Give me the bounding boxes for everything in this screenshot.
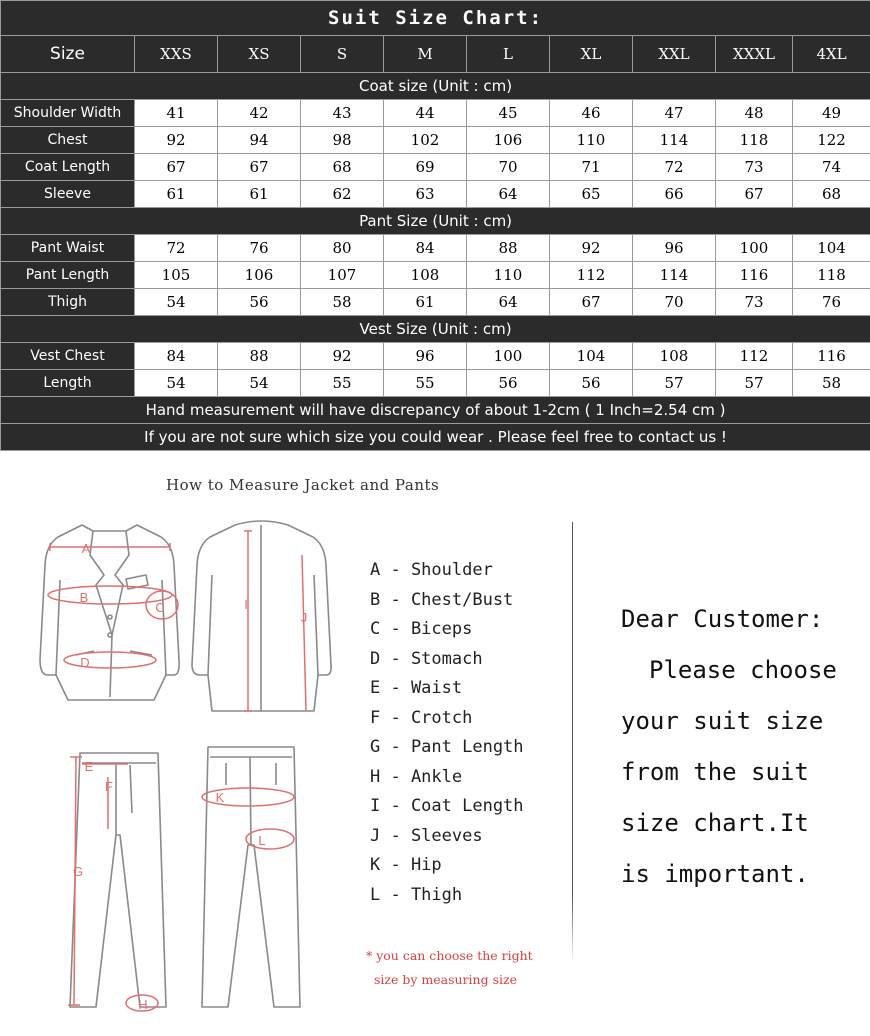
measurement-cell: 66 <box>633 181 716 208</box>
measurement-cell: 92 <box>135 127 218 154</box>
size-col-header: L <box>467 36 550 73</box>
measurement-cell: 80 <box>301 235 384 262</box>
measurement-cell: 55 <box>384 370 467 397</box>
row-label: Pant Waist <box>1 235 135 262</box>
measurement-cell: 65 <box>550 181 633 208</box>
measurement-cell: 48 <box>716 100 793 127</box>
marker-i: I <box>244 597 248 612</box>
legend-item: G - Pant Length <box>370 737 524 757</box>
measurement-row <box>1 370 870 397</box>
measurement-cell: 67 <box>550 289 633 316</box>
measurement-cell: 68 <box>301 154 384 181</box>
dear-line: is important. <box>621 860 809 888</box>
measurement-cell: 73 <box>716 154 793 181</box>
measurement-row <box>1 127 870 154</box>
note-row-text: Hand measurement will have discrepancy of about 1-2cm ( 1 Inch=2.54 cm ) <box>1 397 870 424</box>
measurement-cell: 73 <box>716 289 793 316</box>
marker-a: A <box>81 541 91 556</box>
size-col-header: XS <box>218 36 301 73</box>
marker-k: K <box>215 790 225 805</box>
legend-item: H - Ankle <box>370 766 463 787</box>
row-label: Pant Length <box>1 262 135 289</box>
chart-title <box>1 1 870 36</box>
legend-item: K - Hip <box>370 855 442 875</box>
size-col-header: XXL <box>633 36 716 73</box>
measurement-cell: 45 <box>467 100 550 127</box>
measurement-cell: 56 <box>218 289 301 316</box>
size-col-header: M <box>384 36 467 73</box>
dear-line: your suit size <box>621 707 824 735</box>
marker-g: G <box>72 864 84 879</box>
measurement-cell: 43 <box>301 100 384 127</box>
measurement-cell: 110 <box>467 262 550 289</box>
measurement-row <box>1 262 870 289</box>
dear-line: Please choose <box>649 656 837 684</box>
note-row-text: If you are not sure which size you could wear . Please feel free to contact us ! <box>1 424 870 451</box>
measure-title: How to Measure Jacket and Pants <box>166 476 440 494</box>
legend-item: D - Stomach <box>370 648 483 669</box>
dear-line: size chart.It <box>621 809 809 837</box>
size-chart-table <box>0 0 870 451</box>
measurement-cell: 72 <box>633 154 716 181</box>
measurement-cell: 92 <box>550 235 633 262</box>
measurement-cell: 116 <box>793 343 870 370</box>
measurement-cell: 94 <box>218 127 301 154</box>
measurement-cell: 112 <box>550 262 633 289</box>
measurement-cell: 67 <box>135 154 218 181</box>
note-row <box>1 424 870 451</box>
measurement-cell: 72 <box>135 235 218 262</box>
note-row <box>1 397 870 424</box>
measurement-cell: 41 <box>135 100 218 127</box>
measurement-cell: 70 <box>467 154 550 181</box>
measurement-cell: 112 <box>716 343 793 370</box>
measurement-cell: 67 <box>218 154 301 181</box>
measurement-cell: 54 <box>135 370 218 397</box>
measurement-cell: 84 <box>384 235 467 262</box>
dear-line: from the suit <box>621 758 809 786</box>
size-col-header: XXXL <box>716 36 793 73</box>
measurement-cell: 108 <box>633 343 716 370</box>
dear-line: Dear Customer: <box>621 605 824 633</box>
measurement-cell: 100 <box>716 235 793 262</box>
suit-measurement-illustration <box>30 515 340 1020</box>
measurement-cell: 116 <box>716 262 793 289</box>
marker-c: C <box>155 600 165 615</box>
marker-h: H <box>138 997 148 1012</box>
measurement-cell: 61 <box>384 289 467 316</box>
measurement-cell: 102 <box>384 127 467 154</box>
measurement-cell: 118 <box>793 262 870 289</box>
measurement-cell: 76 <box>218 235 301 262</box>
measurement-cell: 104 <box>550 343 633 370</box>
measurement-cell: 74 <box>793 154 870 181</box>
section-title <box>1 73 870 100</box>
measurement-cell: 110 <box>550 127 633 154</box>
measurement-cell: 57 <box>716 370 793 397</box>
marker-l: L <box>258 833 266 848</box>
legend-item: I - Coat Length <box>370 796 524 816</box>
measurement-cell: 104 <box>793 235 870 262</box>
marker-b: B <box>79 590 89 605</box>
measurement-cell: 56 <box>467 370 550 397</box>
section-title <box>1 208 870 235</box>
measurement-row <box>1 154 870 181</box>
size-col-header: XL <box>550 36 633 73</box>
measurement-cell: 106 <box>467 127 550 154</box>
measurement-cell: 122 <box>793 127 870 154</box>
section-title-text: Vest Size (Unit : cm) <box>1 316 870 343</box>
measurement-cell: 67 <box>716 181 793 208</box>
measurement-cell: 70 <box>633 289 716 316</box>
row-label: Length <box>1 370 135 397</box>
marker-e: E <box>84 759 94 774</box>
measurement-cell: 84 <box>135 343 218 370</box>
measurement-row <box>1 100 870 127</box>
measurement-cell: 64 <box>467 181 550 208</box>
measurement-cell: 57 <box>633 370 716 397</box>
row-label: Chest <box>1 127 135 154</box>
measurement-cell: 42 <box>218 100 301 127</box>
legend-item: B - Chest/Bust <box>370 589 514 610</box>
footnote-line: size by measuring size <box>374 972 517 987</box>
legend-item: A - Shoulder <box>370 560 493 580</box>
section-title <box>1 316 870 343</box>
measurement-cell: 106 <box>218 262 301 289</box>
measurement-cell: 61 <box>218 181 301 208</box>
measurement-cell: 107 <box>301 262 384 289</box>
row-label: Sleeve <box>1 181 135 208</box>
dear-customer-note <box>621 594 837 900</box>
legend-item: C - Biceps <box>370 619 473 639</box>
measurement-cell: 69 <box>384 154 467 181</box>
row-label: Coat Length <box>1 154 135 181</box>
legend-item: E - Waist <box>370 678 463 698</box>
size-col-header: XXS <box>135 36 218 73</box>
measurement-cell: 108 <box>384 262 467 289</box>
divider <box>572 522 573 962</box>
footnote-line: * you can choose the right <box>366 948 533 963</box>
legend-item: J - Sleeves <box>370 825 483 846</box>
footnote <box>366 944 533 992</box>
measurement-cell: 55 <box>301 370 384 397</box>
measurement-cell: 118 <box>716 127 793 154</box>
measurement-cell: 96 <box>384 343 467 370</box>
measurement-cell: 64 <box>467 289 550 316</box>
measurement-cell: 92 <box>301 343 384 370</box>
measurement-cell: 47 <box>633 100 716 127</box>
measurement-cell: 54 <box>135 289 218 316</box>
measurement-cell: 49 <box>793 100 870 127</box>
measurement-cell: 71 <box>550 154 633 181</box>
measurement-cell: 46 <box>550 100 633 127</box>
size-header-row <box>1 36 870 73</box>
measurement-cell: 76 <box>793 289 870 316</box>
measurement-cell: 54 <box>218 370 301 397</box>
size-col-header: S <box>301 36 384 73</box>
measurement-cell: 68 <box>793 181 870 208</box>
measurement-row <box>1 343 870 370</box>
section-title-text: Coat size (Unit : cm) <box>1 73 870 100</box>
measurement-cell: 88 <box>218 343 301 370</box>
measurement-cell: 62 <box>301 181 384 208</box>
measurement-row <box>1 235 870 262</box>
chart-title-text: Suit Size Chart: <box>1 1 870 36</box>
measurement-cell: 105 <box>135 262 218 289</box>
measurement-cell: 61 <box>135 181 218 208</box>
measurement-row <box>1 289 870 316</box>
measurement-cell: 96 <box>633 235 716 262</box>
section-title-text: Pant Size (Unit : cm) <box>1 208 870 235</box>
row-label: Shoulder Width <box>1 100 135 127</box>
measurement-cell: 44 <box>384 100 467 127</box>
measurement-cell: 58 <box>793 370 870 397</box>
size-label: Size <box>1 36 135 73</box>
measurement-cell: 98 <box>301 127 384 154</box>
legend-item: L - Thigh <box>370 884 463 905</box>
measurement-cell: 114 <box>633 262 716 289</box>
legend-item: F - Crotch <box>370 707 473 728</box>
measurement-row <box>1 181 870 208</box>
measurement-cell: 114 <box>633 127 716 154</box>
row-label: Vest Chest <box>1 343 135 370</box>
measurement-cell: 58 <box>301 289 384 316</box>
size-col-header: 4XL <box>793 36 870 73</box>
marker-j: J <box>300 610 308 625</box>
measurement-legend <box>370 556 524 910</box>
row-label: Thigh <box>1 289 135 316</box>
measurement-cell: 100 <box>467 343 550 370</box>
marker-f: F <box>105 779 113 794</box>
measurement-cell: 63 <box>384 181 467 208</box>
marker-d: D <box>80 655 90 670</box>
measurement-cell: 56 <box>550 370 633 397</box>
measurement-cell: 88 <box>467 235 550 262</box>
